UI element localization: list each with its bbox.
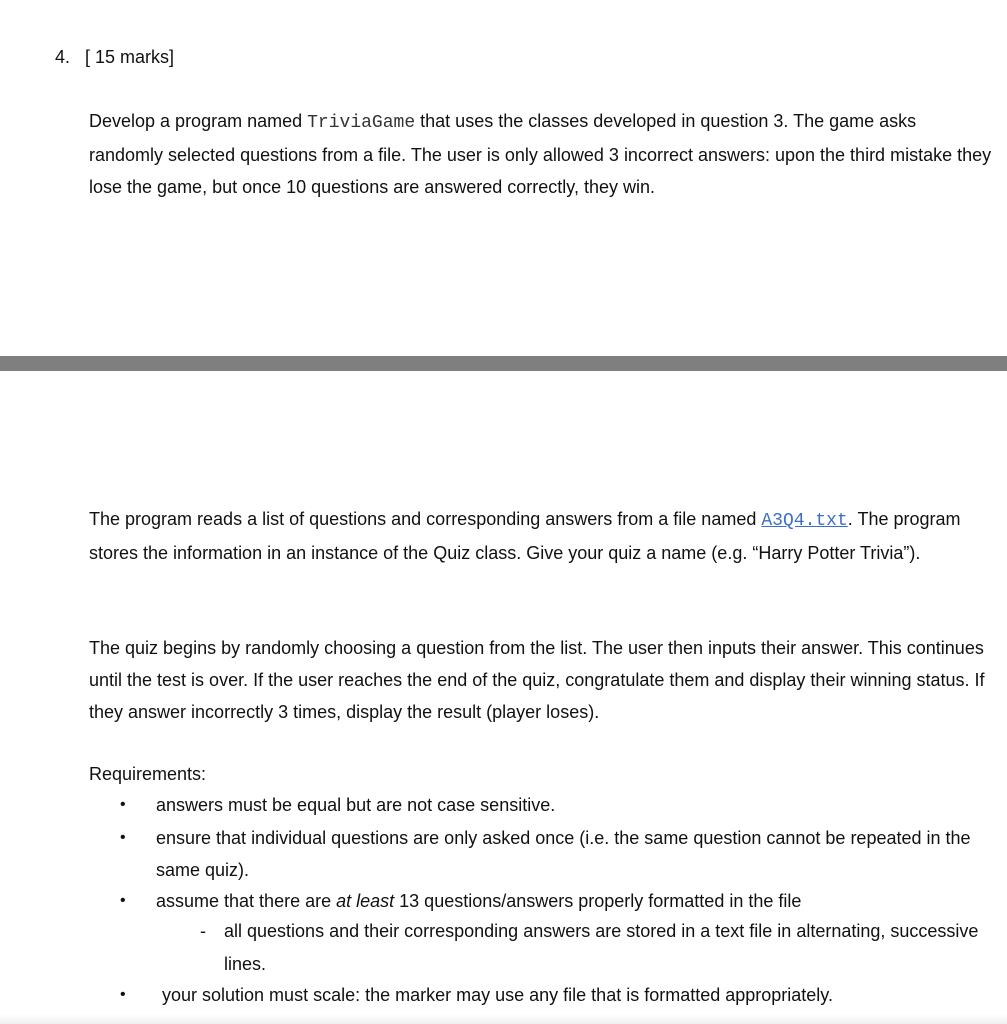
- page-separator: [0, 356, 1007, 371]
- requirement-emphasis: at least: [336, 891, 395, 911]
- intro-text-start: Develop a program named: [89, 111, 308, 131]
- requirement-item: [120, 979, 1000, 1011]
- requirement-item: [120, 822, 1000, 886]
- program-name-code: TriviaGame: [307, 113, 416, 133]
- requirement-text-end: 13 questions/answers properly formatted in the file: [394, 891, 802, 911]
- bullet-icon: •: [120, 892, 126, 909]
- requirement-item: [120, 789, 1000, 821]
- intro-paragraph: [89, 105, 994, 203]
- requirements-title: Requirements:: [89, 764, 207, 784]
- requirement-subtext: all questions and their corresponding answers are stored in a text file in alternating, successive lines.: [224, 921, 979, 974]
- quiz-flow-paragraph: The quiz begins by randomly choosing a question from the list. The user then inputs their answer. This continues until the test is over. If the user reaches the end of the quiz, congratulate them and display their winning status. If they answer incorrectly 3 times, display the result (player loses).: [89, 638, 985, 722]
- question-header: [55, 47, 174, 68]
- para1-text-end: . The program stores the information in an instance of the Quiz class. Give your quiz a name (e.g. “Harry Potter Trivia”).: [89, 509, 961, 563]
- page-bottom-shadow: [0, 1014, 1007, 1024]
- requirement-text: [156, 885, 996, 917]
- requirement-text: answers must be equal but are not case sensitive.: [156, 795, 556, 815]
- question-marks: [ 15 marks]: [85, 47, 175, 67]
- question-number: 4.: [55, 47, 71, 67]
- bullet-icon: •: [120, 796, 126, 813]
- bullet-icon: •: [120, 986, 126, 1003]
- file-reading-paragraph: [89, 503, 994, 569]
- requirement-subitem: [200, 915, 1000, 981]
- dash-icon: -: [200, 921, 206, 941]
- requirement-text: your solution must scale: the marker may use any file that is formatted appropriately.: [162, 985, 833, 1005]
- file-name-link[interactable]: A3Q4.txt: [761, 511, 848, 531]
- intro-text-end: that uses the classes developed in question 3. The game asks randomly selected questions from a file. The user is only allowed 3 incorrect answers: upon the third mistake they lose the game, but once 10 questions are answered correctly, they win.: [89, 111, 992, 197]
- para1-text-start: The program reads a list of questions and corresponding answers from a file named: [89, 509, 762, 529]
- requirement-text: ensure that individual questions are only asked once (i.e. the same question cannot be repeated in the same quiz).: [156, 828, 971, 880]
- requirement-item: [120, 885, 1000, 917]
- bullet-icon: •: [120, 829, 126, 846]
- requirement-text-start: assume that there are: [156, 891, 337, 911]
